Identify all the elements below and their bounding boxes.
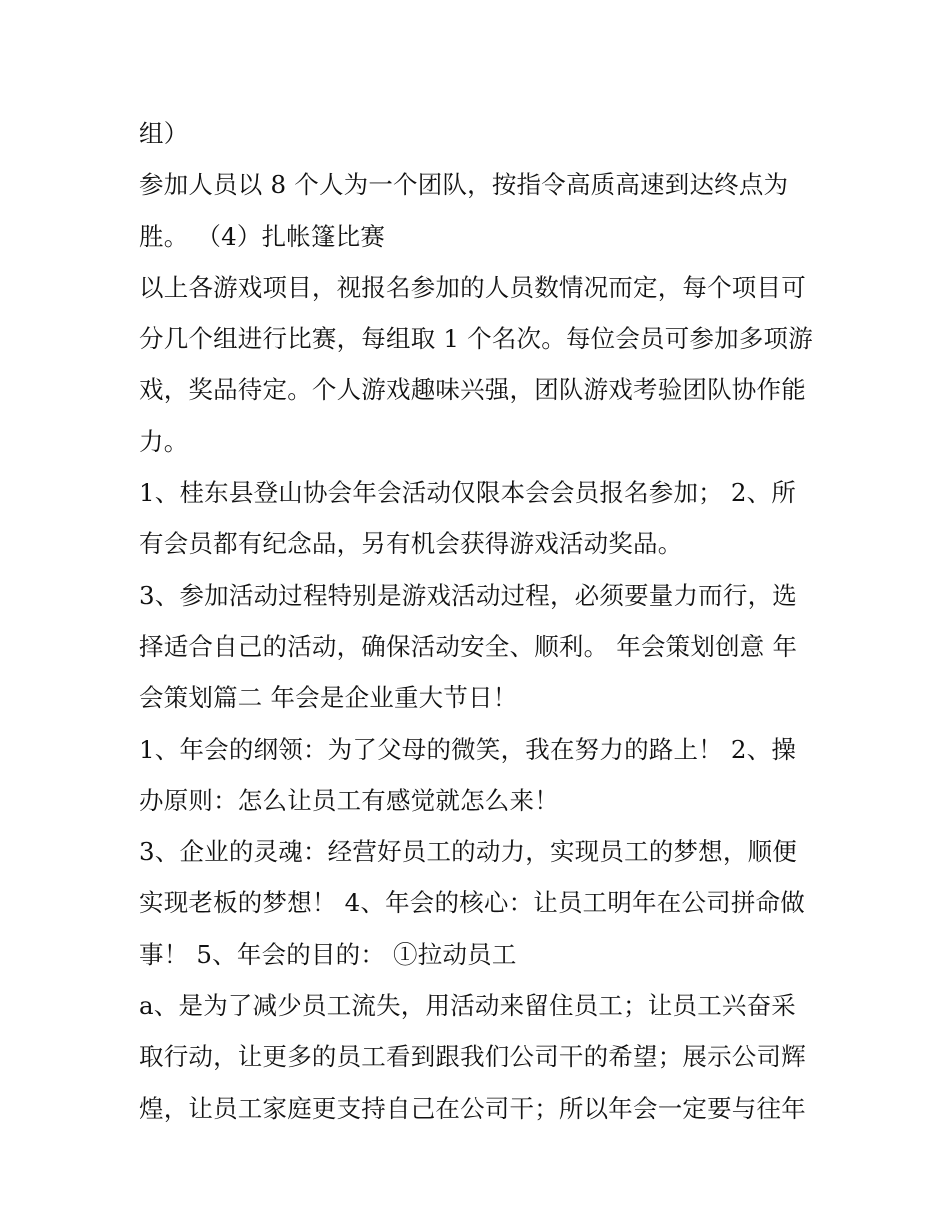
text-line: a、是为了减少员工流失，用活动来留住员工；让员工兴奋采	[139, 991, 797, 1021]
text-line: 有会员都有纪念品，另有机会获得游戏活动奖品。	[139, 529, 683, 559]
text-line: 办原则：怎么让员工有感觉就怎么来！	[139, 785, 559, 815]
text-line: 1、桂东县登山协会年会活动仅限本会会员报名参加； 2、所	[139, 478, 797, 508]
text-line: 参加人员以 8 个人为一个团队，按指令高质高速到达终点为	[139, 170, 789, 200]
text-line: 1、年会的纲领：为了父母的微笑，我在努力的路上！ 2、操	[139, 734, 797, 764]
text-line: 戏，奖品待定。个人游戏趣味兴强，团队游戏考验团队协作能	[139, 375, 806, 405]
text-line: 组）	[139, 119, 189, 148]
text-line: 取行动，让更多的员工看到跟我们公司干的希望；展示公司辉	[139, 1042, 806, 1072]
body-text	[139, 108, 829, 1134]
text-line: 胜。 （4）扎帐篷比赛	[139, 221, 386, 251]
text-line: 3、参加活动过程特别是游戏活动过程，必须要量力而行，选	[139, 580, 797, 610]
text-line: 分几个组进行比赛，每组取 1 个名次。每位会员可参加多项游	[139, 324, 813, 354]
text-line: 以上各游戏项目，视报名参加的人员数情况而定，每个项目可	[139, 272, 806, 302]
text-line: 3、企业的灵魂：经营好员工的动力，实现员工的梦想，顺便	[139, 837, 797, 867]
text-line: 择适合自己的活动，确保活动安全、顺利。 年会策划创意 年	[139, 631, 798, 661]
text-line: 会策划篇二 年会是企业重大节日！	[139, 683, 518, 713]
text-line: 煌，让员工家庭更支持自己在公司干；所以年会一定要与往年	[139, 1093, 806, 1123]
text-line: 实现老板的梦想！ 4、年会的核心：让员工明年在公司拼命做	[139, 888, 805, 918]
text-line: 力。	[139, 426, 189, 456]
text-line: 事！ 5、年会的目的： ①拉动员工	[139, 939, 517, 969]
